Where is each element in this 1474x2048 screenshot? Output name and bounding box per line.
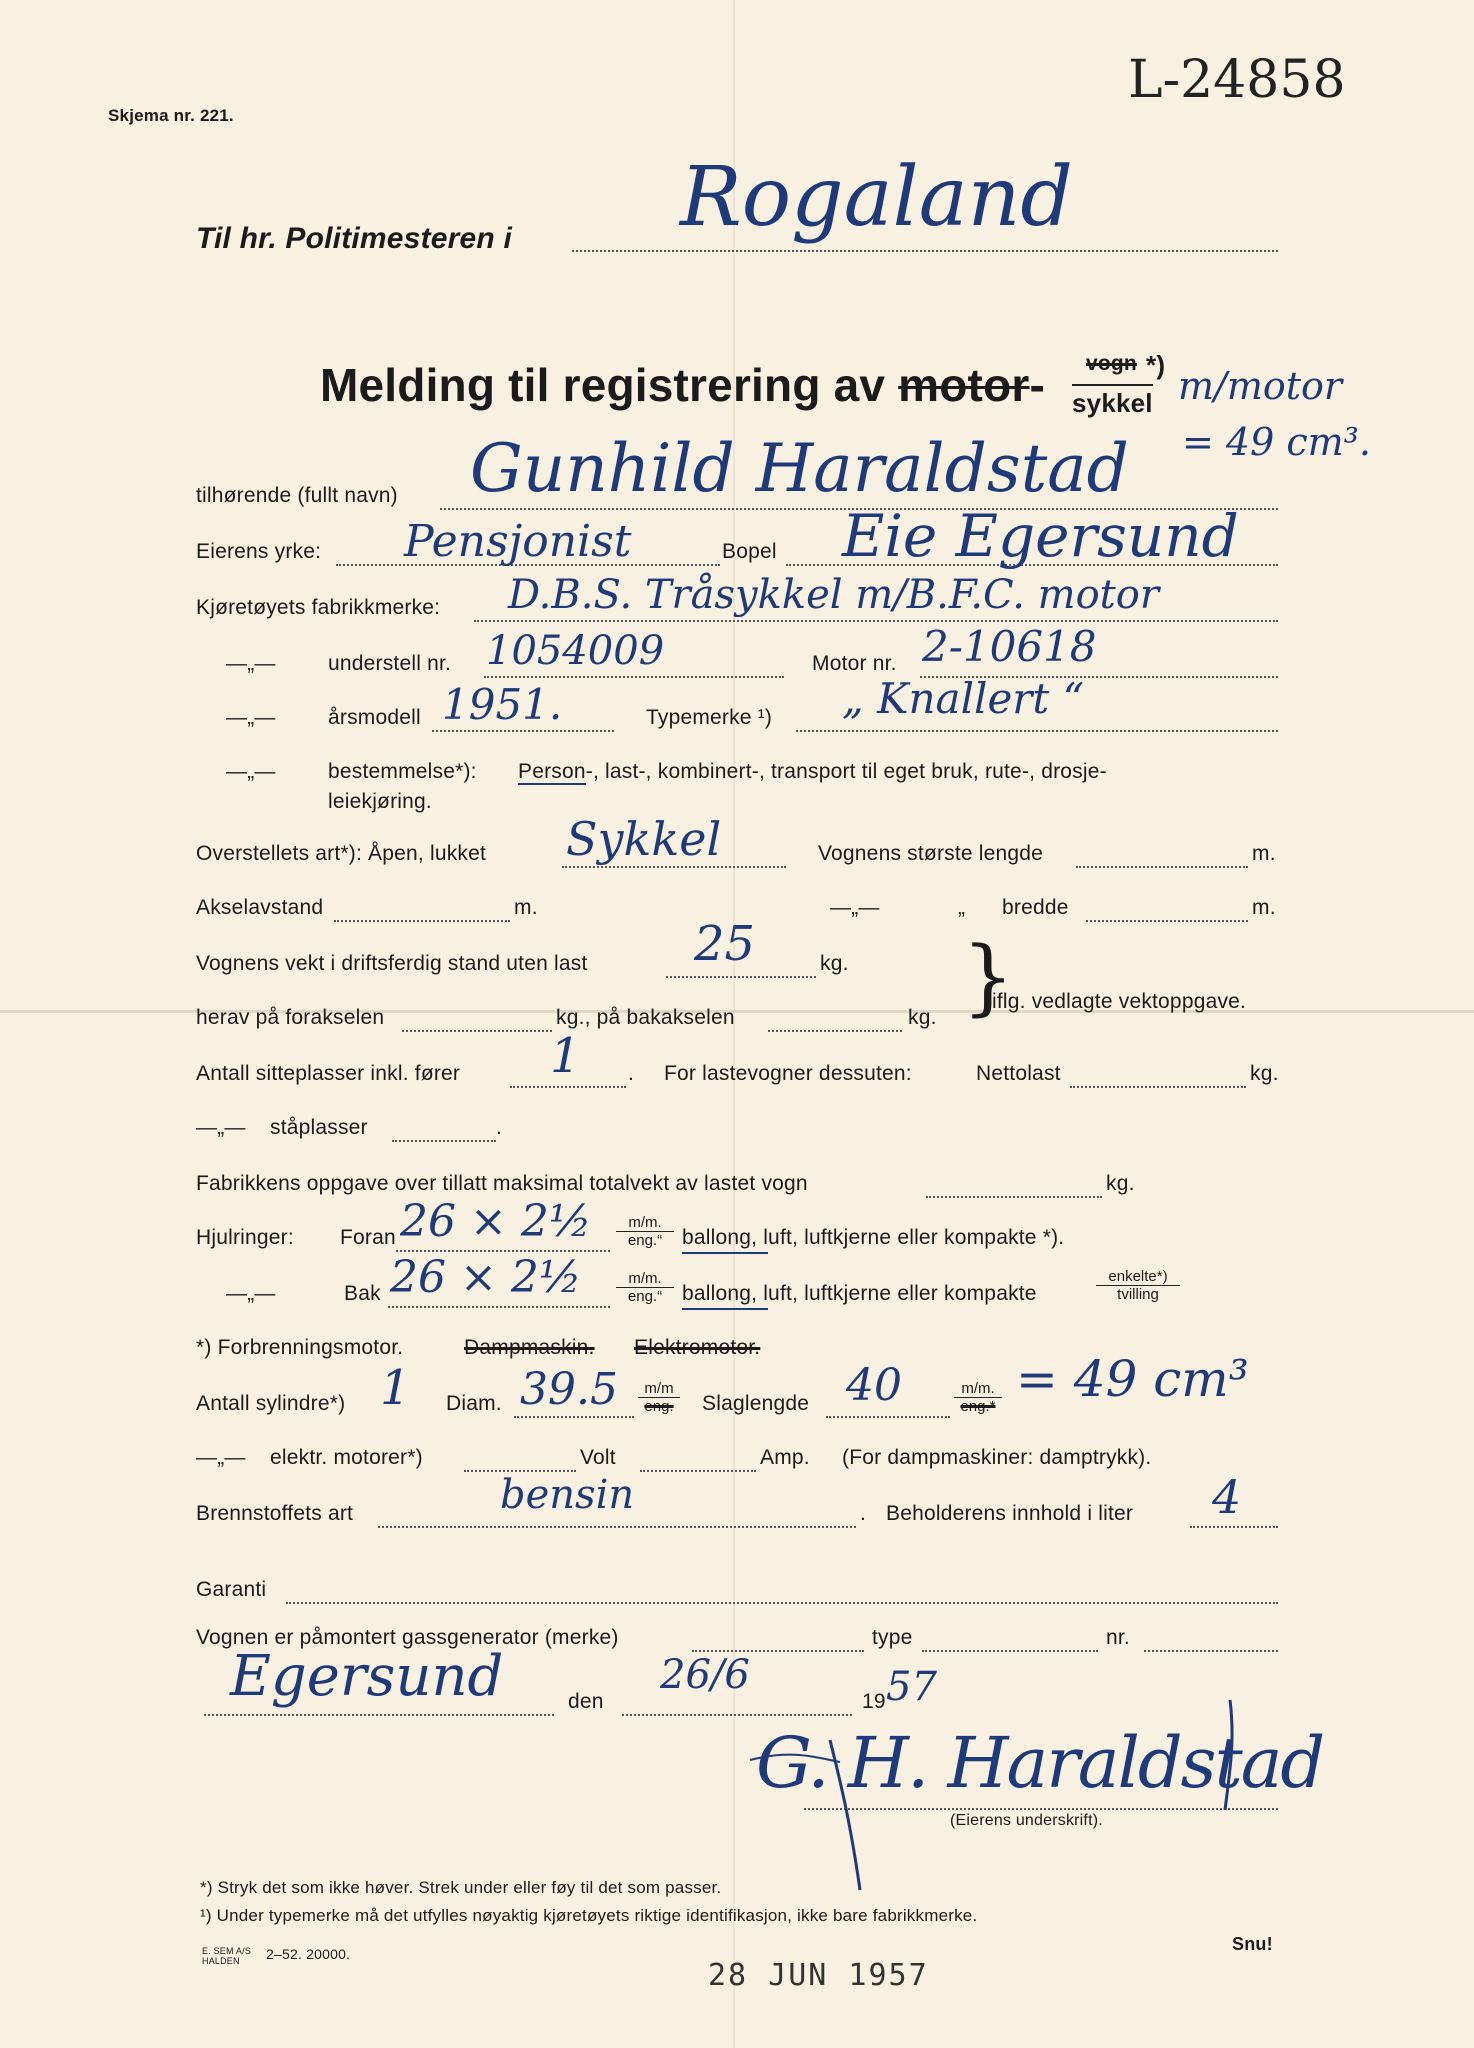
purpose-label: bestemmelse*): bbox=[328, 760, 477, 783]
type-line bbox=[796, 730, 1278, 732]
front-axle-line bbox=[402, 1030, 552, 1032]
fuel-period: . bbox=[860, 1502, 867, 1525]
purpose-options bbox=[518, 760, 1107, 784]
addressee-label: Til hr. Politimesteren i bbox=[196, 222, 513, 255]
received-date-stamp: 28 JUN 1957 bbox=[708, 1958, 929, 1993]
rear-axle-unit: kg. bbox=[908, 1006, 937, 1029]
stroke-unit bbox=[954, 1380, 1002, 1415]
place-value: Egersund bbox=[230, 1644, 504, 1709]
year-value: 1951. bbox=[442, 680, 563, 729]
make-value: D.B.S. Tråsykkel m/B.F.C. motor bbox=[508, 572, 1159, 618]
stroke-label: Slaglengde bbox=[702, 1392, 810, 1415]
standing-period: . bbox=[496, 1116, 503, 1139]
width-unit: m. bbox=[1252, 896, 1276, 919]
width-label: bredde bbox=[1002, 896, 1069, 919]
tires-rear-unit bbox=[616, 1270, 674, 1305]
date-den: den bbox=[568, 1690, 604, 1713]
dash-mark-7: —„— bbox=[196, 1446, 246, 1469]
type-label: Typemerke ¹) bbox=[646, 706, 773, 729]
gas-type-label: type bbox=[872, 1626, 913, 1649]
max-weight-line bbox=[926, 1196, 1102, 1198]
engine-type-selected: *) Forbrenningsmotor. bbox=[196, 1336, 404, 1359]
stroke-line bbox=[826, 1416, 950, 1418]
tires-rear-unit-bottom: eng.“ bbox=[627, 1288, 663, 1305]
year-suffix: 57 bbox=[886, 1664, 937, 1710]
seats-line bbox=[510, 1086, 626, 1088]
width-quote: „ bbox=[958, 896, 966, 919]
seats-value: 1 bbox=[550, 1028, 581, 1084]
tank-label: Beholderens innhold i liter bbox=[886, 1502, 1134, 1525]
tires-rear-label: Bak bbox=[344, 1282, 381, 1305]
gas-nr-label: nr. bbox=[1106, 1626, 1130, 1649]
tank-line bbox=[1190, 1526, 1278, 1528]
wheelbase-line bbox=[334, 920, 510, 922]
make-line bbox=[474, 620, 1278, 622]
frame-line bbox=[484, 676, 784, 678]
length-label: Vognens største lengde bbox=[818, 842, 1044, 865]
tires-front-suffix: *). bbox=[1042, 1226, 1065, 1249]
tires-front-balloon-underline bbox=[682, 1252, 768, 1254]
tires-front-types bbox=[682, 1226, 1064, 1250]
guarantee-label: Garanti bbox=[196, 1578, 267, 1601]
tires-label: Hjulringer: bbox=[196, 1226, 294, 1249]
type-value: „ Knallert “ bbox=[842, 674, 1085, 723]
date-value: 26/6 bbox=[660, 1652, 750, 1698]
addressee-value: Rogaland bbox=[680, 150, 1073, 245]
engine-label: Motor nr. bbox=[812, 652, 897, 675]
tires-front-unit-top: m/m. bbox=[616, 1214, 674, 1232]
tires-rear-options bbox=[1096, 1268, 1180, 1303]
make-label: Kjøretøyets fabrikkmerke: bbox=[196, 596, 441, 619]
fuel-label: Brennstoffets art bbox=[196, 1502, 354, 1525]
year-label: årsmodell bbox=[328, 706, 421, 729]
volt-label: Volt bbox=[580, 1446, 616, 1469]
tires-rear-value: 26 × 2½ bbox=[390, 1252, 582, 1303]
dash-mark-5: —„— bbox=[196, 1116, 246, 1139]
owner-signature: G. H. Haraldstad bbox=[756, 1722, 1324, 1804]
purpose-line2: leiekjøring. bbox=[328, 790, 432, 813]
weight-note: iflg. vedlagte vektoppgave. bbox=[992, 990, 1247, 1013]
length-unit: m. bbox=[1252, 842, 1276, 865]
diameter-label: Diam. bbox=[446, 1392, 502, 1415]
tires-rear-balloon-underline bbox=[682, 1308, 768, 1310]
wheelbase-unit: m. bbox=[514, 896, 538, 919]
diameter-line bbox=[514, 1416, 634, 1418]
stroke-value: 40 bbox=[846, 1360, 902, 1411]
residence-value: Eie Egersund bbox=[842, 502, 1239, 570]
footnote-1: *) Stryk det som ikke høver. Strek under eller føy til det som passer. bbox=[200, 1878, 722, 1897]
year-line bbox=[432, 730, 614, 732]
rear-axle-label: kg., på bakakselen bbox=[556, 1006, 735, 1029]
title-dash: - bbox=[1029, 359, 1046, 411]
diameter-unit-top: m/m bbox=[638, 1380, 680, 1398]
dash-mark-3: —„— bbox=[226, 760, 276, 783]
weight-value: 25 bbox=[694, 916, 756, 972]
steam-note: (For dampmaskiner: damptrykk). bbox=[842, 1446, 1152, 1469]
purpose-selected: Person bbox=[518, 760, 586, 783]
engine-value: 2-10618 bbox=[922, 622, 1097, 671]
fuel-value: bensin bbox=[500, 1472, 635, 1518]
fuel-line bbox=[378, 1526, 856, 1528]
dash-mark-6: —„— bbox=[226, 1282, 276, 1305]
owner-name-label: tilhørende (fullt navn) bbox=[196, 484, 398, 507]
diameter-unit bbox=[638, 1380, 680, 1415]
turn-over-note: Snu! bbox=[1232, 1934, 1273, 1954]
body-value: Sykkel bbox=[566, 812, 722, 866]
tires-rear-option-single: enkelte*) bbox=[1096, 1268, 1180, 1286]
title-option-vogn: vogn bbox=[1086, 352, 1137, 375]
weight-brace: } bbox=[962, 930, 1015, 1025]
form-number: Skjema nr. 221. bbox=[108, 106, 234, 125]
amp-label: Amp. bbox=[760, 1446, 810, 1469]
tank-value: 4 bbox=[1212, 1470, 1242, 1524]
tires-rear-types: ballong, luft, luftkjerne eller kompakte bbox=[682, 1282, 1037, 1305]
frame-value: 1054009 bbox=[486, 628, 665, 674]
dash-mark-2: —„— bbox=[226, 706, 276, 729]
stroke-unit-bottom: eng.* bbox=[960, 1398, 996, 1415]
title-star-paren: *) bbox=[1146, 350, 1166, 380]
footnote-2: ¹) Under typemerke må det utfylles nøyaktig kjøretøyets riktige identifikasjon, ikke bare fabrikkmerke. bbox=[200, 1906, 978, 1925]
cylinders-value: 1 bbox=[380, 1360, 411, 1416]
residence-label: Bopel bbox=[722, 540, 777, 563]
year-prefix: 19 bbox=[862, 1690, 886, 1713]
stroke-unit-top: m/m. bbox=[954, 1380, 1002, 1398]
body-label: Overstellets art*): Åpen, lukket bbox=[196, 842, 487, 865]
max-weight-label: Fabrikkens oppgave over tillatt maksimal totalvekt av lastet vogn bbox=[196, 1172, 808, 1195]
owner-name-value: Gunhild Haraldstad bbox=[470, 430, 1129, 507]
diameter-value: 39.5 bbox=[520, 1364, 618, 1415]
title-option-sykkel: sykkel bbox=[1072, 384, 1153, 419]
electric-label: elektr. motorer*) bbox=[270, 1446, 423, 1469]
title-handwritten-motor: m/motor bbox=[1178, 364, 1343, 408]
printer-code: 2–52. 20000. bbox=[266, 1946, 351, 1962]
gas-type-line bbox=[922, 1650, 1098, 1652]
max-weight-unit: kg. bbox=[1106, 1172, 1135, 1195]
printer-line2: HALDEN bbox=[202, 1956, 240, 1966]
weight-label: Vognens vekt i driftsferdig stand uten last bbox=[196, 952, 588, 975]
signature-label: (Eierens underskrift). bbox=[950, 1812, 1103, 1829]
tires-rear-option-twin: tvilling bbox=[1117, 1286, 1159, 1303]
volt-line bbox=[640, 1470, 756, 1472]
seats-period: . bbox=[628, 1062, 635, 1085]
tires-front-types-text: ballong, luft, luftkjerne eller kompakte bbox=[682, 1226, 1037, 1249]
seats-label: Antall sitteplasser inkl. fører bbox=[196, 1062, 461, 1085]
truck-label: For lastevogner dessuten: bbox=[664, 1062, 912, 1085]
frame-label: understell nr. bbox=[328, 652, 452, 675]
weight-unit: kg. bbox=[820, 952, 849, 975]
tires-rear-unit-top: m/m. bbox=[616, 1270, 674, 1288]
occupation-label: Eierens yrke: bbox=[196, 540, 322, 563]
title-struck-motor: motor bbox=[898, 359, 1030, 411]
gas-nr-line bbox=[1144, 1650, 1278, 1652]
printer-mark bbox=[202, 1946, 251, 1966]
tires-front-value: 26 × 2½ bbox=[400, 1196, 592, 1247]
dash-mark-4: —„— bbox=[830, 896, 880, 919]
diameter-unit-bottom: eng. bbox=[644, 1398, 674, 1415]
rear-axle-line bbox=[768, 1030, 902, 1032]
addressee-line bbox=[572, 250, 1278, 252]
body-line bbox=[562, 866, 786, 868]
purpose-rest: -, last-, kombinert-, transport til eget bruk, rute-, drosje- bbox=[585, 760, 1107, 783]
dash-mark-1: —„— bbox=[226, 652, 276, 675]
cylinders-label: Antall sylindre*) bbox=[196, 1392, 346, 1415]
displacement-value: = 49 cm³ bbox=[1016, 1350, 1249, 1408]
tires-front-label: Foran bbox=[340, 1226, 396, 1249]
standing-label: ståplasser bbox=[270, 1116, 368, 1139]
engine-type-steam: Dampmaskin. bbox=[464, 1336, 595, 1359]
front-axle-label: herav på forakselen bbox=[196, 1006, 385, 1029]
net-load-unit: kg. bbox=[1250, 1062, 1279, 1085]
wheelbase-label: Akselavstand bbox=[196, 896, 324, 919]
tires-front-unit bbox=[616, 1214, 674, 1249]
reference-number: L-24858 bbox=[1128, 50, 1346, 110]
printer-line1: E. SEM A/S bbox=[202, 1946, 252, 1956]
tires-front-unit-bottom: eng.“ bbox=[627, 1232, 663, 1249]
engine-type-electric: Elektromotor. bbox=[634, 1336, 761, 1359]
occupation-value: Pensjonist bbox=[404, 516, 632, 567]
net-load-label: Nettolast bbox=[976, 1062, 1061, 1085]
width-line bbox=[1086, 920, 1248, 922]
title-prefix: Melding til registrering av bbox=[320, 359, 886, 411]
signature-flourish bbox=[730, 1700, 1290, 1900]
gas-generator-label: Vognen er påmontert gassgenerator (merke) bbox=[196, 1626, 619, 1649]
title-handwritten-displacement: = 49 cm³. bbox=[1182, 420, 1371, 464]
standing-line bbox=[392, 1140, 496, 1142]
length-line bbox=[1076, 866, 1248, 868]
tires-rear-line bbox=[388, 1306, 610, 1308]
net-load-line bbox=[1070, 1086, 1246, 1088]
guarantee-line bbox=[286, 1602, 1278, 1604]
form-title bbox=[320, 358, 1045, 412]
place-line bbox=[204, 1714, 554, 1716]
weight-line bbox=[666, 976, 816, 978]
